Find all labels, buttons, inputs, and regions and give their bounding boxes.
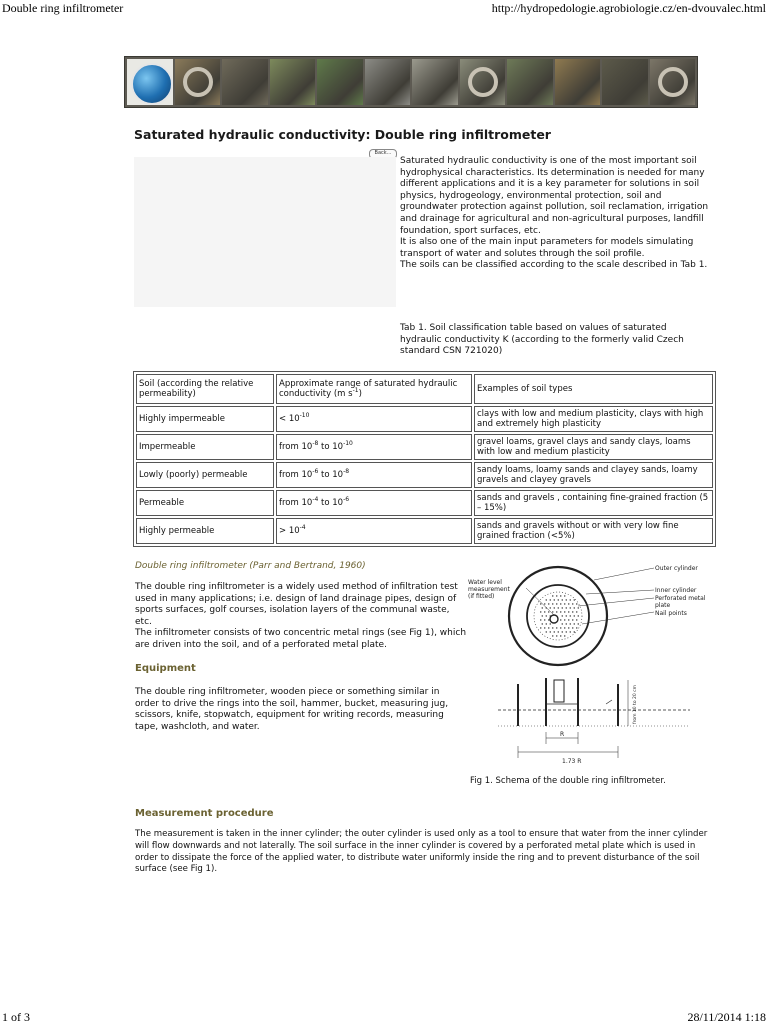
ring-photo-icon: [183, 67, 213, 97]
perforation-dot: [564, 611, 565, 612]
perforation-dot: [568, 603, 569, 604]
column-header: Soil (according the relative permeability): [136, 374, 274, 404]
intro-paragraph: The soils can be classified according to the scale described in Tab 1.: [400, 260, 708, 271]
label-outer-cylinder: Outer cylinder: [655, 565, 698, 572]
perforation-dot: [566, 607, 567, 608]
perforation-dot: [546, 599, 547, 600]
examples-cell: gravel loams, gravel clays and sandy clays, loams with low and medium plasticity: [474, 434, 713, 460]
examples-cell: sands and gravels , containing fine-grained fraction (5 – 15%): [474, 490, 713, 516]
range-text: from 10: [279, 441, 313, 452]
table-row: [136, 434, 713, 460]
soil-cell: Highly impermeable: [136, 406, 274, 432]
section-labels: [560, 685, 638, 765]
perforation-dot: [564, 619, 565, 620]
banner-photo: [650, 59, 696, 105]
label-inner-cylinder: Inner cylinder: [655, 587, 697, 594]
page-count: 1 of 3: [2, 1010, 30, 1024]
column-header: [276, 374, 472, 404]
section-view: [498, 678, 690, 758]
image-area: [134, 157, 396, 307]
unit-exponent: -1: [352, 387, 359, 395]
label-if-fitted: (if fitted): [468, 593, 495, 600]
label-water-level: Water level: [468, 579, 502, 586]
banner-photo: [365, 59, 411, 105]
perforation-dot: [572, 619, 573, 620]
intro-text: [400, 156, 716, 272]
perforation-dot: [566, 631, 567, 632]
perforation-dot: [566, 623, 567, 624]
perforation-dot: [576, 611, 577, 612]
range-text: to 10: [318, 441, 344, 452]
table-row: [136, 406, 713, 432]
dri-subheading: Double ring infiltrometer (Parr and Bertrand, 1960): [135, 561, 366, 571]
banner-photo: [460, 59, 506, 105]
table-row: [136, 462, 713, 488]
print-page-title: Double ring infiltrometer: [2, 1, 124, 15]
water-level-point: [550, 615, 558, 623]
perforation-dot: [552, 603, 553, 604]
table-row: [136, 518, 713, 544]
perforation-dot: [560, 603, 561, 604]
perforation-dot: [576, 603, 577, 604]
perforation-dot: [552, 635, 553, 636]
banner-logo: [127, 59, 173, 105]
perforation-dot: [564, 627, 565, 628]
perforation-dot: [546, 615, 547, 616]
examples-cell: sandy loams, loamy sands and clayey sands, loamy gravels and clayey gravels: [474, 462, 713, 488]
table-header-row: [136, 374, 713, 404]
perforation-dot: [548, 619, 549, 620]
photo-banner: [124, 56, 698, 108]
range-exponent: -8: [312, 439, 319, 447]
perforation-dot: [540, 627, 541, 628]
perforation-dot: [574, 631, 575, 632]
back-link[interactable]: Back...: [369, 149, 397, 159]
perforation-dot: [578, 607, 579, 608]
range-text: > 10: [279, 525, 300, 536]
perforation-dot: [550, 623, 551, 624]
perforation-dot: [564, 635, 565, 636]
perforation-dot: [568, 627, 569, 628]
perforation-dot: [544, 619, 545, 620]
perforation-dot: [552, 611, 553, 612]
soil-cell: Permeable: [136, 490, 274, 516]
perforation-dot: [562, 615, 563, 616]
measurement-text: The measurement is taken in the inner cylinder; the outer cylinder is used only as a tool to ensure that water from the inner cylinder will flow downwards and not laterally. The soil surface in the inner cylinder is covered by a perforated metal plate which is used in order to dissipate the force of the applied water, to distribute water uniformly inside the ring and to prevent disturbance of the soil surface (see Fig 1).: [135, 829, 708, 875]
range-exponent: -10: [343, 439, 353, 447]
range-exponent: -8: [343, 467, 350, 475]
range-text: to 10: [318, 469, 344, 480]
range-exponent: -4: [312, 495, 319, 503]
soil-cell: Impermeable: [136, 434, 274, 460]
perforation-dot: [558, 607, 559, 608]
figure-caption: Fig 1. Schema of the double ring infiltrometer.: [470, 776, 666, 786]
perforation-dot: [570, 615, 571, 616]
label-1-73r: 1.73 R: [562, 758, 582, 765]
print-datetime: 28/11/2014 1:18: [687, 1010, 766, 1024]
perforation-dot: [570, 631, 571, 632]
perforation-dot: [570, 599, 571, 600]
perforation-dot: [552, 595, 553, 596]
perforation-dot: [562, 599, 563, 600]
top-view: [509, 567, 607, 665]
label-nail-points: Nail points: [655, 610, 687, 617]
range-exponent: -6: [312, 467, 319, 475]
range-cell: [276, 518, 472, 544]
perforation-dot: [570, 623, 571, 624]
perforation-dots: [540, 595, 579, 636]
intro-paragraph: It is also one of the main input parameters for models simulating transport of water and solutes through the soil profile.: [400, 237, 694, 259]
perforation-dot: [564, 603, 565, 604]
table-row: [136, 490, 713, 516]
equipment-heading: Equipment: [135, 663, 196, 674]
perforation-dot: [556, 611, 557, 612]
range-cell: [276, 462, 472, 488]
perforation-dot: [544, 627, 545, 628]
perforation-dot: [556, 595, 557, 596]
perforation-dot: [572, 611, 573, 612]
perforation-dot: [560, 635, 561, 636]
perforation-dot: [556, 603, 557, 604]
perforation-dot: [540, 603, 541, 604]
ring-photo-icon: [468, 67, 498, 97]
perforation-dot: [572, 603, 573, 604]
perforation-dot: [570, 607, 571, 608]
ring-photo-icon: [658, 67, 688, 97]
range-cell: [276, 434, 472, 460]
perforation-dot: [544, 603, 545, 604]
range-exponent: -10: [299, 411, 310, 419]
figure-labels: [468, 565, 706, 617]
perforation-dot: [566, 615, 567, 616]
perforation-dot: [548, 627, 549, 628]
inner-cylinder-circle: [527, 585, 589, 647]
perforation-dot: [542, 623, 543, 624]
range-text: < 10: [279, 413, 300, 424]
dri-paragraph: The infiltrometer consists of two concentric metal rings (see Fig 1), which are driven into the soil, and of a perforated metal plate.: [135, 628, 467, 650]
perforation-dot: [564, 595, 565, 596]
page-title: Saturated hydraulic conductivity: Double ring infiltrometer: [134, 127, 551, 142]
intro-paragraph: Saturated hydraulic conductivity is one of the most important soil hydrophysical characteristics. Its determination is needed for many different applications and it is a key parameter for solutions in soil physics, hydrogeology, environmental protection, soil and groundwater protection against pollution, soil reclamation, irrigation and drainage for agricultural and non-agricultural purposes, landfill foundation, sport surfaces, etc.: [400, 156, 709, 236]
leader-lines: [526, 568, 654, 624]
perforation-dot: [574, 599, 575, 600]
perforation-dot: [568, 611, 569, 612]
table-caption: Tab 1. Soil classification table based on values of saturated hydraulic conductivity K (according to the formerly valid Czech standard CSN 721020): [400, 323, 684, 357]
perforation-dot: [554, 631, 555, 632]
perforation-dot: [542, 607, 543, 608]
range-cell: [276, 490, 472, 516]
perforation-dot: [554, 607, 555, 608]
perforation-dot: [548, 603, 549, 604]
examples-cell: sands and gravels without or with very low fine grained fraction (<5%): [474, 518, 713, 544]
soil-cell: Lowly (poorly) permeable: [136, 462, 274, 488]
perforation-dot: [556, 635, 557, 636]
perforation-dot: [576, 627, 577, 628]
perforation-dot: [550, 599, 551, 600]
dri-paragraph: The double ring infiltrometer is a widely used method of infiltration test used in many applications; i.e. design of land drainage pipes, design of sports surfaces, golf courses, isolation layers of the communal waste, etc.: [135, 582, 458, 627]
range-exponent: -6: [343, 495, 350, 503]
perforation-dot: [574, 615, 575, 616]
label-perforated-plate: Perforated metal: [655, 595, 706, 602]
range-text: to 10: [318, 497, 344, 508]
banner-photo: [555, 59, 601, 105]
banner-photo: [317, 59, 363, 105]
perforation-dot: [554, 599, 555, 600]
soil-cell: Highly permeable: [136, 518, 274, 544]
perforation-dot: [552, 627, 553, 628]
perforation-dot: [540, 619, 541, 620]
banner-photo: [602, 59, 648, 105]
perforation-dot: [556, 627, 557, 628]
banner-photo: [412, 59, 458, 105]
print-page-url: http://hydropedologie.agrobiologie.cz/en-dvouvalec.html: [491, 1, 766, 15]
measurement-heading: Measurement procedure: [135, 808, 274, 819]
dri-description: [135, 582, 467, 652]
column-header-text: Approximate range of saturated hydraulic conductivity (m s: [279, 378, 458, 399]
perforation-dot: [560, 611, 561, 612]
perforation-dot: [576, 619, 577, 620]
perforation-dot: [562, 607, 563, 608]
perforation-dot: [566, 599, 567, 600]
banner-photo: [270, 59, 316, 105]
range-exponent: -4: [299, 523, 306, 531]
perforation-dot: [558, 599, 559, 600]
perforation-dot: [562, 623, 563, 624]
perforation-dot: [578, 615, 579, 616]
perforation-dot: [550, 631, 551, 632]
soil-classification-table: [133, 371, 716, 547]
range-text: from 10: [279, 469, 313, 480]
perforation-dot: [542, 615, 543, 616]
range-text: from 10: [279, 497, 313, 508]
perforation-dot: [562, 631, 563, 632]
perforation-dot: [568, 619, 569, 620]
label-r: R: [560, 731, 565, 738]
perforation-dot: [544, 611, 545, 612]
perforation-dot: [574, 607, 575, 608]
perforation-dot: [546, 631, 547, 632]
perforation-dot: [560, 619, 561, 620]
banner-photo: [175, 59, 221, 105]
column-header: Examples of soil types: [474, 374, 713, 404]
perforation-dot: [560, 627, 561, 628]
banner-photo: [222, 59, 268, 105]
label-plate: plate: [655, 602, 671, 609]
perforation-dot: [548, 611, 549, 612]
perforation-dot: [550, 607, 551, 608]
column-header-tail: ): [358, 389, 362, 399]
equipment-text: The double ring infiltrometer, wooden piece or something similar in order to drive the rings into the soil, hammer, bucket, measuring jug, scissors, knife, stopwatch, equipment for writing records, measuring tape, washcloth, and water.: [135, 687, 449, 732]
perforation-dot: [578, 623, 579, 624]
logo-globe-icon: [131, 63, 173, 105]
banner-photo: [507, 59, 553, 105]
perforation-dot: [546, 623, 547, 624]
infiltrometer-schema: [468, 554, 714, 769]
perforation-dot: [550, 615, 551, 616]
perforation-dot: [540, 611, 541, 612]
perforation-dot: [572, 627, 573, 628]
label-depth: from 10 to 20 cm: [633, 684, 638, 724]
perforation-dot: [574, 623, 575, 624]
examples-cell: clays with low and medium plasticity, clays with high and extremely high plasticity: [474, 406, 713, 432]
perforation-dot: [558, 631, 559, 632]
perforation-dot: [560, 595, 561, 596]
print-footer: [0, 1010, 768, 1024]
label-measurement: measurement: [468, 586, 510, 593]
print-header: [0, 1, 768, 17]
outer-cylinder-circle: [509, 567, 607, 665]
range-cell: [276, 406, 472, 432]
